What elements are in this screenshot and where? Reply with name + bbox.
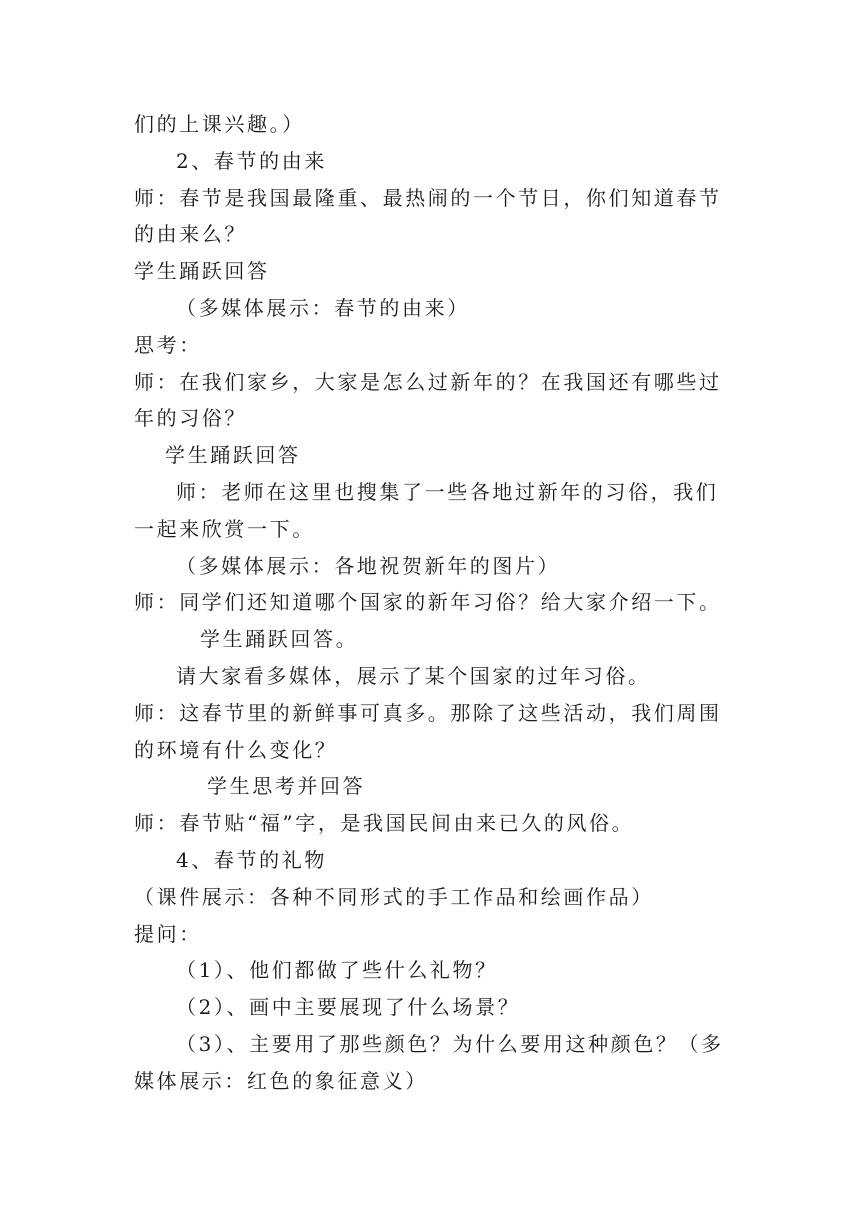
text-line: 请大家看多媒体，展示了某个国家的过年习俗。 (176, 664, 651, 688)
text-line: 师：同学们还知道哪个国家的新年习俗？给大家介绍一下。 (134, 590, 722, 614)
text-line: 们的上课兴趣。） (134, 112, 305, 136)
section-heading: 2、春节的由来 (176, 149, 327, 173)
text-line: 学生踊跃回答 (165, 443, 301, 467)
text-line: 师：春节是我国最隆重、最热闹的一个节日，你们知道春节 (134, 186, 722, 210)
text-line: 师：这春节里的新鲜事可真多。那除了这些活动，我们周围 (134, 701, 722, 725)
text-line: 的由来么？ (134, 222, 247, 246)
text-line: 学生踊跃回答 (134, 259, 270, 283)
text-line: （课件展示：各种不同形式的手工作品和绘画作品） (134, 885, 654, 909)
text-line: 师：老师在这里也搜集了一些各地过新年的习俗，我们 (176, 480, 719, 504)
text-line: 提问： (134, 922, 202, 946)
list-item: （3）、主要用了那些颜色？为什么要用这种颜色？（多 (176, 1032, 724, 1056)
list-item: （1）、他们都做了些什么礼物？ (176, 958, 498, 982)
section-heading: 4、春节的礼物 (176, 848, 327, 872)
text-line: 师：在我们家乡，大家是怎么过新年的？在我国还有哪些过 (134, 370, 722, 394)
text-line: 媒体展示：红色的象征意义） (134, 1069, 428, 1093)
text-line: 年的习俗？ (134, 406, 247, 430)
text-line: 师：春节贴“福”字，是我国民间由来已久的风俗。 (134, 811, 635, 835)
text-line: 学生思考并回答 (207, 774, 366, 798)
text-line: 一起来欣赏一下。 (134, 517, 315, 541)
list-item: （2）、画中主要展现了什么场景？ (176, 995, 521, 1019)
text-line: （多媒体展示：春节的由来） (176, 296, 470, 320)
text-line: 学生踊跃回答。 (200, 627, 359, 651)
text-line: 思考： (134, 333, 202, 357)
text-line: （多媒体展示：各地祝贺新年的图片） (176, 554, 561, 578)
text-line: 的环境有什么变化？ (134, 738, 338, 762)
